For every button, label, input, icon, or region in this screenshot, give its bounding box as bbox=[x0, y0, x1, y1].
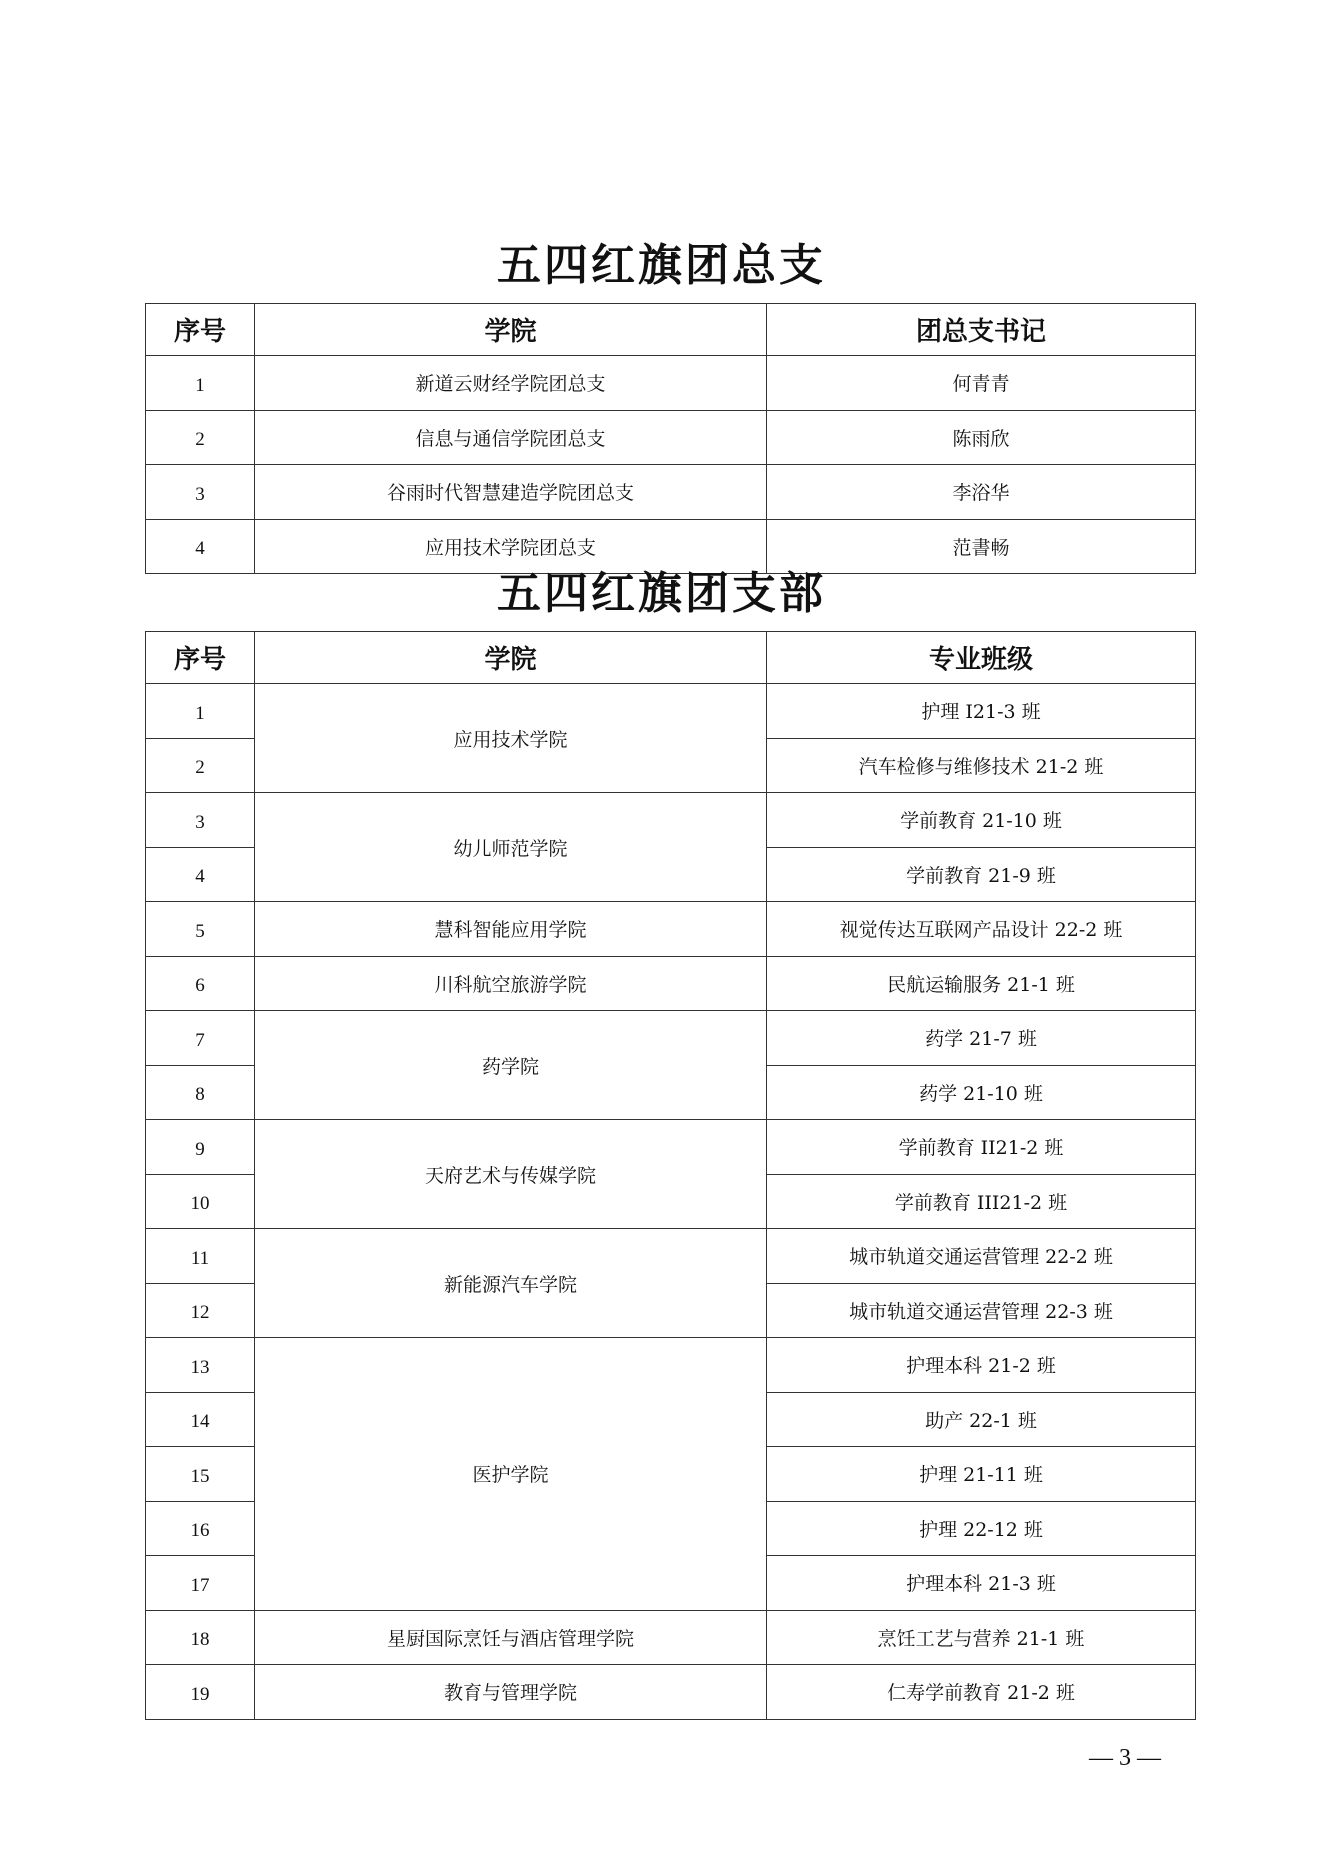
cell-serial: 8 bbox=[146, 1065, 255, 1120]
table-row bbox=[146, 793, 1196, 848]
cell-serial: 3 bbox=[146, 465, 255, 520]
cell-college: 信息与通信学院团总支 bbox=[255, 410, 767, 465]
page-number: — 3 — bbox=[1089, 1745, 1161, 1771]
table-header-row bbox=[146, 304, 1196, 356]
table-row bbox=[146, 1338, 1196, 1393]
section1-title: 五四红旗团总支 bbox=[497, 240, 826, 291]
cell-serial: 9 bbox=[146, 1120, 255, 1175]
cell-serial: 5 bbox=[146, 902, 255, 957]
table-row bbox=[146, 356, 1196, 411]
cell-class: 民航运输服务 21-1 班 bbox=[767, 956, 1196, 1011]
cell-serial: 7 bbox=[146, 1011, 255, 1066]
cell-serial: 12 bbox=[146, 1283, 255, 1338]
table-row bbox=[146, 956, 1196, 1011]
cell-serial: 6 bbox=[146, 956, 255, 1011]
cell-class: 学前教育 21-9 班 bbox=[767, 847, 1196, 902]
header-class: 专业班级 bbox=[767, 632, 1196, 684]
cell-serial: 17 bbox=[146, 1556, 255, 1611]
cell-college: 医护学院 bbox=[255, 1338, 767, 1611]
cell-college: 天府艺术与传媒学院 bbox=[255, 1120, 767, 1229]
cell-serial: 2 bbox=[146, 410, 255, 465]
cell-class: 学前教育 21-10 班 bbox=[767, 793, 1196, 848]
header-serial: 序号 bbox=[146, 304, 255, 356]
cell-college: 应用技术学院团总支 bbox=[255, 519, 767, 574]
cell-college: 慧科智能应用学院 bbox=[255, 902, 767, 957]
cell-class: 仁寿学前教育 21-2 班 bbox=[767, 1665, 1196, 1720]
cell-secretary: 何青青 bbox=[767, 356, 1196, 411]
table-row bbox=[146, 465, 1196, 520]
cell-college: 教育与管理学院 bbox=[255, 1665, 767, 1720]
cell-serial: 2 bbox=[146, 738, 255, 793]
cell-secretary: 李浴华 bbox=[767, 465, 1196, 520]
cell-class: 药学 21-10 班 bbox=[767, 1065, 1196, 1120]
cell-class: 学前教育 II21-2 班 bbox=[767, 1120, 1196, 1175]
cell-college: 药学院 bbox=[255, 1011, 767, 1120]
cell-college: 川科航空旅游学院 bbox=[255, 956, 767, 1011]
cell-serial: 19 bbox=[146, 1665, 255, 1720]
cell-class: 护理本科 21-2 班 bbox=[767, 1338, 1196, 1393]
cell-college: 应用技术学院 bbox=[255, 684, 767, 793]
cell-class: 视觉传达互联网产品设计 22-2 班 bbox=[767, 902, 1196, 957]
cell-serial: 13 bbox=[146, 1338, 255, 1393]
cell-class: 护理本科 21-3 班 bbox=[767, 1556, 1196, 1611]
cell-serial: 16 bbox=[146, 1501, 255, 1556]
league-branch-class-table bbox=[145, 631, 1196, 1720]
table-row bbox=[146, 1120, 1196, 1175]
cell-serial: 18 bbox=[146, 1610, 255, 1665]
header-college: 学院 bbox=[255, 304, 767, 356]
cell-class: 护理 21-11 班 bbox=[767, 1447, 1196, 1502]
cell-college: 幼儿师范学院 bbox=[255, 793, 767, 902]
cell-serial: 1 bbox=[146, 356, 255, 411]
cell-college: 新道云财经学院团总支 bbox=[255, 356, 767, 411]
cell-serial: 3 bbox=[146, 793, 255, 848]
cell-serial: 4 bbox=[146, 847, 255, 902]
table-row bbox=[146, 1229, 1196, 1284]
cell-college: 谷雨时代智慧建造学院团总支 bbox=[255, 465, 767, 520]
cell-class: 烹饪工艺与营养 21-1 班 bbox=[767, 1610, 1196, 1665]
table-row bbox=[146, 1011, 1196, 1066]
cell-serial: 15 bbox=[146, 1447, 255, 1502]
cell-serial: 4 bbox=[146, 519, 255, 574]
cell-college: 新能源汽车学院 bbox=[255, 1229, 767, 1338]
cell-class: 药学 21-7 班 bbox=[767, 1011, 1196, 1066]
cell-college: 星厨国际烹饪与酒店管理学院 bbox=[255, 1610, 767, 1665]
section2-title: 五四红旗团支部 bbox=[497, 568, 826, 619]
cell-serial: 11 bbox=[146, 1229, 255, 1284]
header-secretary: 团总支书记 bbox=[767, 304, 1196, 356]
cell-secretary: 范書畅 bbox=[767, 519, 1196, 574]
cell-class: 护理 I21-3 班 bbox=[767, 684, 1196, 739]
league-branch-table bbox=[145, 303, 1196, 574]
cell-class: 护理 22-12 班 bbox=[767, 1501, 1196, 1556]
table-row bbox=[146, 410, 1196, 465]
cell-class: 学前教育 III21-2 班 bbox=[767, 1174, 1196, 1229]
cell-serial: 14 bbox=[146, 1392, 255, 1447]
header-serial: 序号 bbox=[146, 632, 255, 684]
table-header-row bbox=[146, 632, 1196, 684]
cell-class: 汽车检修与维修技术 21-2 班 bbox=[767, 738, 1196, 793]
cell-class: 城市轨道交通运营管理 22-3 班 bbox=[767, 1283, 1196, 1338]
cell-class: 助产 22-1 班 bbox=[767, 1392, 1196, 1447]
cell-serial: 10 bbox=[146, 1174, 255, 1229]
table-row bbox=[146, 1610, 1196, 1665]
table-row bbox=[146, 902, 1196, 957]
table-row bbox=[146, 1665, 1196, 1720]
table-row bbox=[146, 684, 1196, 739]
cell-class: 城市轨道交通运营管理 22-2 班 bbox=[767, 1229, 1196, 1284]
header-college: 学院 bbox=[255, 632, 767, 684]
cell-secretary: 陈雨欣 bbox=[767, 410, 1196, 465]
cell-serial: 1 bbox=[146, 684, 255, 739]
